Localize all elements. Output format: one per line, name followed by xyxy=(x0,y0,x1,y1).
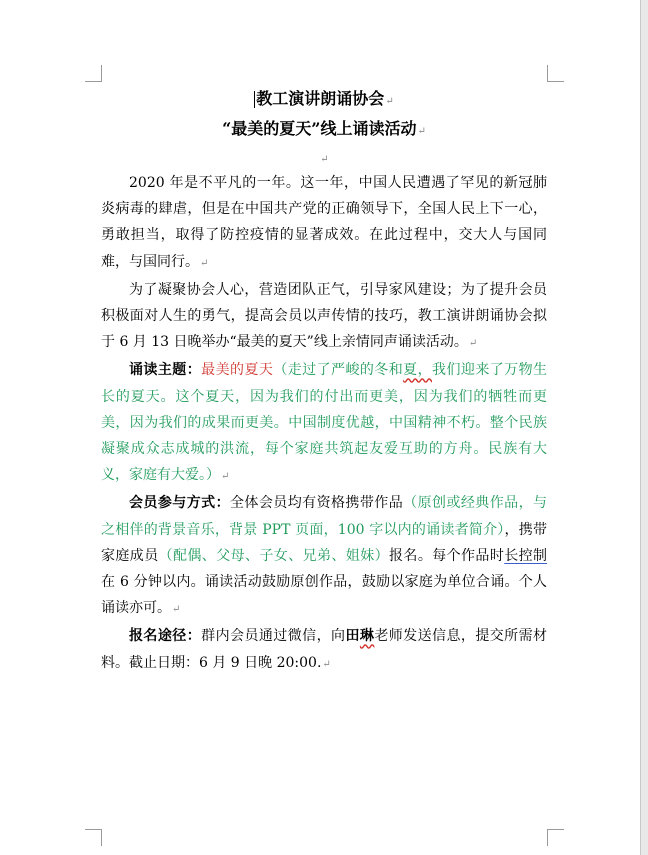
registration-text-a: 群内会员通过微信，向 xyxy=(201,628,346,645)
crop-mark-top-left xyxy=(85,65,102,82)
document-body[interactable] xyxy=(101,80,547,678)
paragraph-mark-icon: ↵ xyxy=(385,96,394,107)
registration-name-a: 田 xyxy=(345,628,360,645)
paragraph-theme xyxy=(101,357,547,490)
paragraph-mark-icon: ↵ xyxy=(468,338,478,350)
registration-label: 报名途径： xyxy=(129,628,202,645)
paragraph-purpose-text: 为了凝聚协会人心，营造团队正气，引导家风建设；为了提升会员积极面对人生的勇气，提高会员以声传情的技巧，教工演讲朗诵协会拟于 6 月 13 日晚举办“最美的夏天”线上亲情同声诵读活动。 xyxy=(101,281,547,351)
theme-description-a: （走过了严峻的冬和 xyxy=(273,362,404,379)
registration-name-b: 琳 xyxy=(359,628,375,645)
paragraph-participation xyxy=(101,490,547,623)
crop-mark-bottom-left xyxy=(85,829,102,846)
paragraph-intro xyxy=(101,170,547,277)
title-line-2-text: “最美的夏天”线上诵读活动 xyxy=(222,119,417,138)
paragraph-mark-icon: ↵ xyxy=(417,126,426,137)
participation-text-c: 报名。每个作品时 xyxy=(389,547,505,564)
participation-materials: （原创或经典作品，与之相伴的背景音乐，背景 PPT 页面，100 字以内的诵读者简介） xyxy=(101,495,548,538)
participation-underlined: 长控制 xyxy=(504,547,548,564)
title-line-1-text: 教工演讲朗诵协会 xyxy=(256,89,385,108)
participation-text-d: 在 6 分钟以内。诵读活动鼓励原创作品，鼓励以家庭为单位合诵。个人诵读亦可。 xyxy=(101,574,547,617)
paragraph-mark-icon: ↵ xyxy=(172,604,181,616)
paragraph-purpose xyxy=(101,277,547,358)
empty-paragraph xyxy=(101,144,547,170)
title-line-2 xyxy=(101,114,547,144)
participation-text-b: ，携带家庭成员 xyxy=(101,521,548,564)
registration-text-b: 老师发送信息，提交所需材料。截止日期：6 月 9 日晚 20:00. xyxy=(101,628,548,671)
paragraph-mark-icon: ↵ xyxy=(221,471,230,483)
theme-description-flagged: 夏， xyxy=(403,362,433,379)
participation-label: 会员参与方式： xyxy=(129,495,230,512)
crop-mark-top-right xyxy=(547,65,564,82)
paragraph-mark-icon: ↵ xyxy=(200,257,209,269)
crop-mark-bottom-right xyxy=(547,829,564,846)
paragraph-mark-icon: ↵ xyxy=(322,658,331,670)
paragraph-mark-icon: ↵ xyxy=(320,154,329,165)
paragraph-registration xyxy=(101,623,547,677)
title-line-1 xyxy=(101,84,547,114)
participation-family: （配偶、父母、子女、兄弟、姐妹） xyxy=(158,547,390,564)
paragraph-intro-text: 2020 年是不平凡的一年。这一年，中国人民遭遇了罕见的新冠肺炎病毒的肆虐，但是在中国共产党的正确领导下，全国人民上下一心，勇敢担当，取得了防控疫情的显著成效。在此过程中，交大人与国同难，与国同行。 xyxy=(101,175,547,270)
theme-description-b: 我们迎来了万物生长的夏天。这个夏天，因为我们的付出而更美，因为我们的牺牲而更美，因为我们的成果而更美。中国制度优越，中国精神不朽。整个民族凝聚成众志成城的洪流，每个家庭共筑起友爱互助的方舟。民族有大义，家庭有大爱。） xyxy=(101,362,548,484)
theme-title: 最美的夏天 xyxy=(201,362,274,379)
participation-text-a: 全体会员均有资格携带作品 xyxy=(230,495,404,512)
theme-label: 诵读主题： xyxy=(129,362,202,379)
